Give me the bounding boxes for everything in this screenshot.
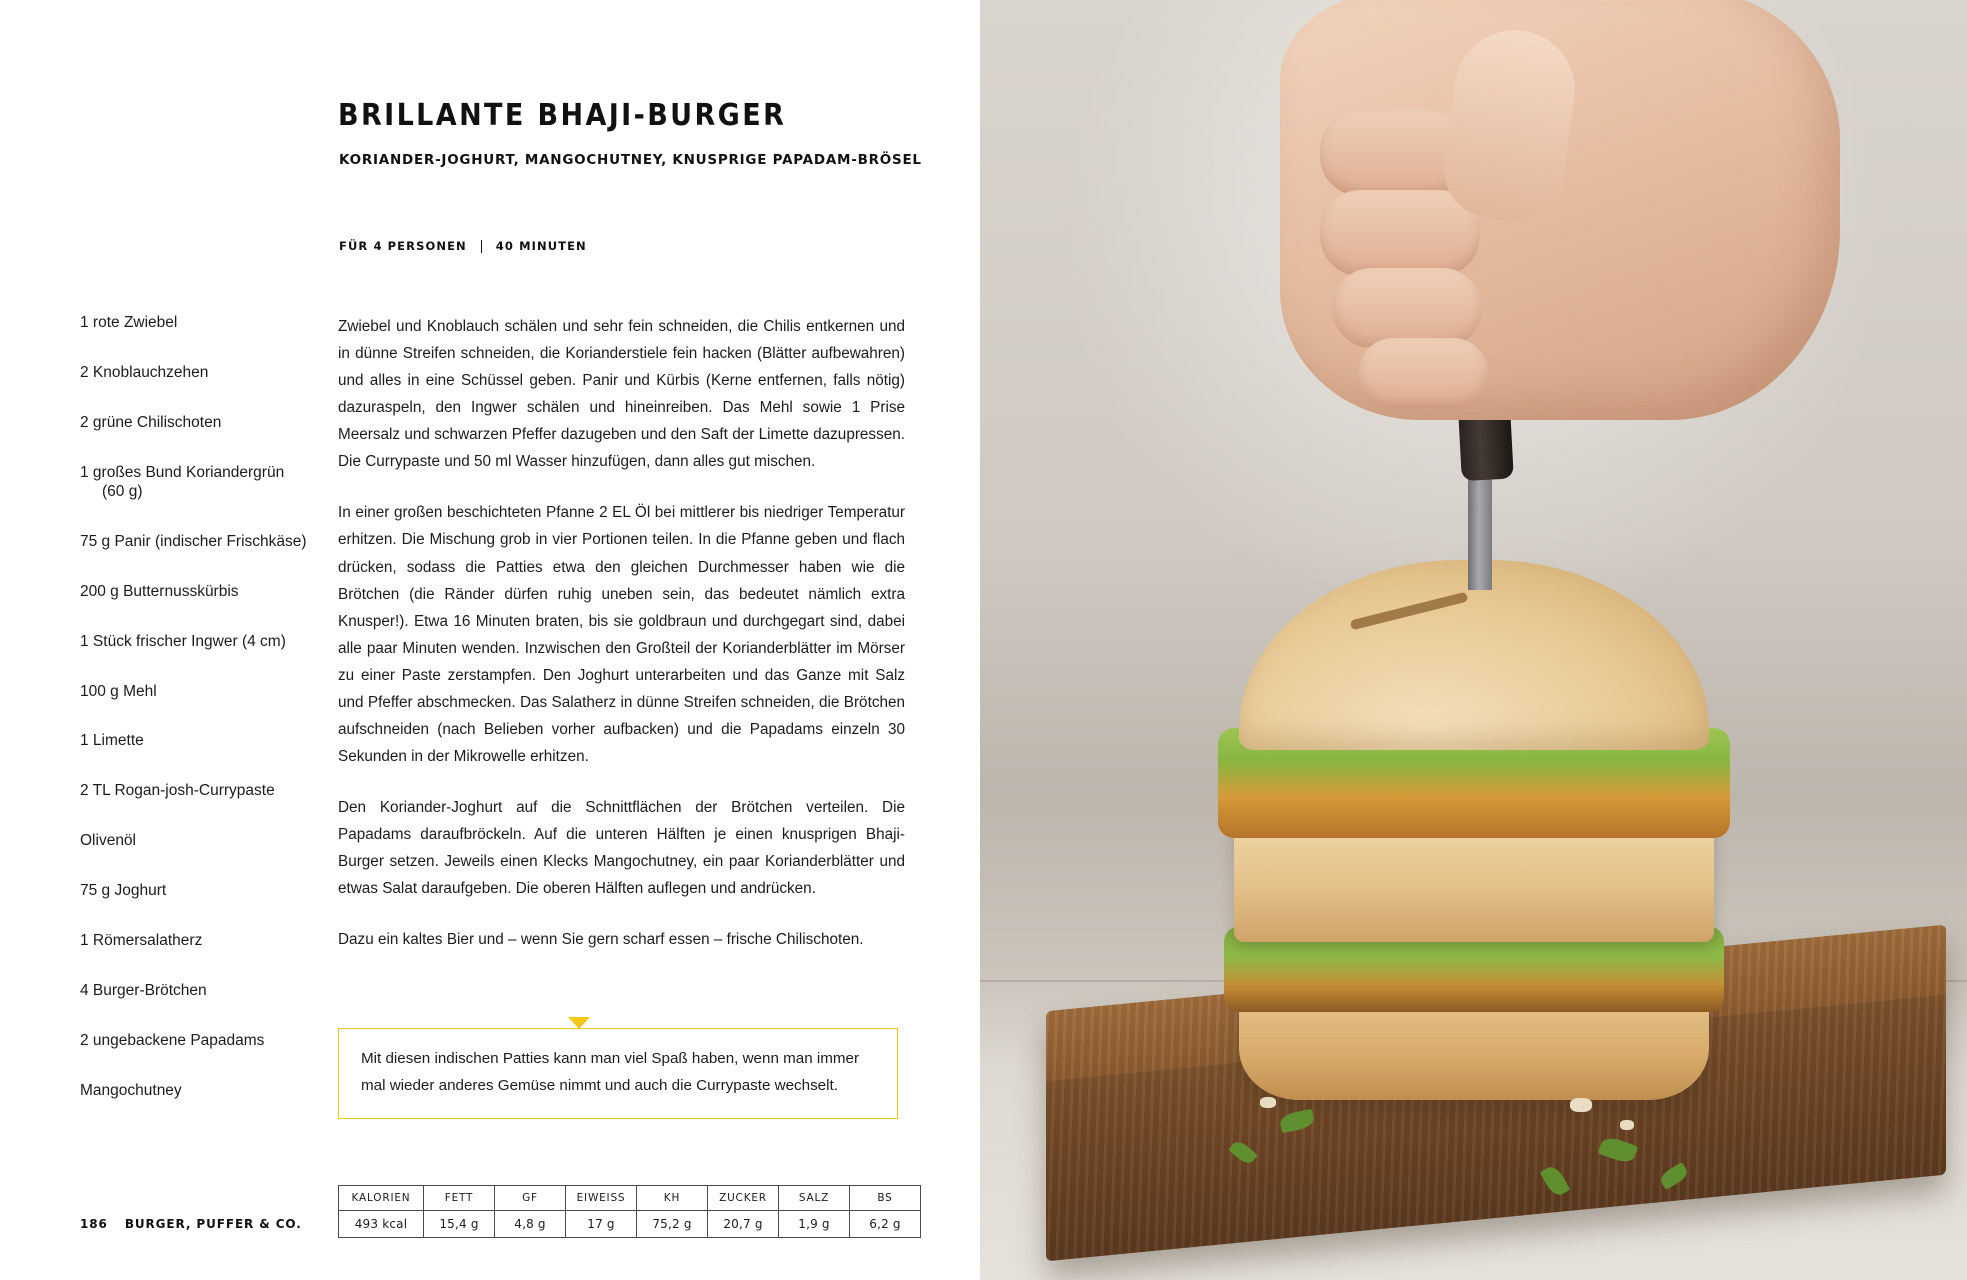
bhaji-burger-photo [980,0,1967,1280]
list-item [80,313,318,332]
ingredient-text: 1 Limette [80,732,144,750]
ingredient-text: 2 TL Rogan-josh-Currypaste [80,782,275,800]
list-item [80,682,318,701]
ingredient-text-cont: (60 g) [102,483,143,500]
table-cell: 6,2 g [850,1211,921,1238]
chapter-name: BURGER, PUFFER & CO. [124,1217,302,1231]
ingredient-text: 4 Burger-Brötchen [80,981,207,999]
ingredients-list [80,313,318,1130]
tip-text: Mit diesen indischen Patties kann man viel Spaß haben, wenn man immer mal wieder anderes Gemüse nimmt und auch die Currypaste wechselt. [361,1050,860,1094]
recipe-meta [339,239,587,253]
ingredient-text: Olivenöl [80,832,136,850]
page-title: BRILLANTE BHAJI-BURGER [338,98,787,133]
bun-score-mark [1349,592,1468,631]
ingredient-text: 2 grüne Chilischoten [80,413,222,431]
page-footer [80,1217,302,1231]
page-number: 186 [80,1217,108,1231]
column-header: ZUCKER [708,1186,779,1211]
list-item [80,781,318,800]
recipe-photo-page [980,0,1967,1280]
list-item [80,831,318,850]
column-header: FETT [424,1186,495,1211]
method-paragraph: Den Koriander-Joghurt auf die Schnittflächen der Brötchen verteilen. Die Papadams daraufbröckeln. Auf die unteren Hälften je einen knusprigen Bhaji-Burger setzen. Jeweils einen Klecks Mangochutney, ein paar Korianderblätter und etwas Salat daraufgeben. Die oberen Hälften auflegen und andrücken. [338,799,905,898]
list-item [80,413,318,432]
ingredient-text: 2 ungebackene Papadams [80,1031,265,1049]
hand [1280,0,1840,420]
list-item [80,1081,318,1100]
method-paragraph: Dazu ein kaltes Bier und – wenn Sie gern scharf essen – frische Chilischoten. [338,931,864,949]
table-row [339,1211,921,1238]
tip-callout [338,1028,898,1119]
list-item [80,1031,318,1050]
finger [1332,268,1482,348]
ingredient-text: 75 g Panir (indischer Frischkäse) [80,532,307,550]
ingredient-text: 75 g Joghurt [80,882,167,899]
ingredient-text: 2 Knoblauchzehen [80,363,209,381]
table-row-header [339,1186,921,1211]
meta-divider [481,240,482,253]
middle-bun [1234,820,1714,942]
ingredient-text: 1 Stück frischer Ingwer (4 cm) [80,632,286,650]
table-cell: 493 kcal [339,1211,424,1238]
list-item [80,363,318,382]
list-item [80,931,318,950]
ingredient-text: 100 g Mehl [80,682,157,700]
list-item [80,981,318,1000]
ingredient-text: 1 Römersalatherz [80,931,203,949]
list-item [80,463,318,502]
time-label: 40 MINUTEN [495,239,587,253]
list-item [80,582,318,601]
table-cell: 1,9 g [779,1211,850,1238]
ingredient-text: 200 g Butternusskürbis [80,582,239,600]
recipe-subtitle: KORIANDER-JOGHURT, MANGOCHUTNEY, KNUSPRIGE PAPADAM-BRÖSEL [339,152,922,168]
list-item [80,532,318,551]
ingredient-text: 1 großes Bund Koriandergrün [80,463,285,481]
column-header: EIWEISS [566,1186,637,1211]
method-paragraph: Zwiebel und Knoblauch schälen und sehr fein schneiden, die Chilis entkernen und in dünne Streifen schneiden, die Korianderstiele fein hacken (Blätter aufbewahren) und alles in eine Schüssel geben. Panir und Kürbis (Kerne entfernen, falls nötig) dazuraspeln, den Ingwer schälen und hineinreiben. Das Mehl sowie 1 Prise Meersalz und schwarzen Pfeffer dazugeben und den Saft der Limette dazupressen. Die Currypaste und 50 ml Wasser hinzufügen, dann alles gut mischen. [338,318,905,471]
table-cell: 20,7 g [708,1211,779,1238]
crumb [1620,1120,1634,1130]
crumb [1570,1098,1592,1112]
list-item [80,731,318,750]
column-header: SALZ [779,1186,850,1211]
table-cell: 4,8 g [495,1211,566,1238]
column-header: KALORIEN [339,1186,424,1211]
tip-arrow-icon [568,1017,590,1029]
list-item [80,632,318,651]
column-header: GF [495,1186,566,1211]
list-item [80,881,318,900]
ingredient-text: Mangochutney [80,1081,182,1099]
table-cell: 17 g [566,1211,637,1238]
servings-label: FÜR 4 PERSONEN [339,239,467,253]
recipe-text-page [0,0,980,1280]
column-header: KH [637,1186,708,1211]
nutrition-table [338,1185,921,1238]
thumb [1437,23,1582,228]
tip-box [338,1028,898,1119]
crumb [1260,1097,1276,1108]
method-paragraph: In einer großen beschichteten Pfanne 2 EL Öl bei mittlerer bis niedriger Temperatur erhitzen. Die Mischung grob in vier Portionen teilen. In die Pfanne geben und flach drücken, sodass die Patties etwa den gleichen Durchmesser haben wie die Brötchen (die Ränder dürfen ruhig uneben sein, das bedeutet nämlich extra Knusper!). Etwa 16 Minuten braten, bis sie goldbraun und durchgegart sind, dabei alle paar Minuten wenden. Inzwischen den Großteil der Korianderblätter im Mörser zu einer Paste zerstampfen. Den Joghurt unterarbeiten und das Ganze mit Salz und Pfeffer abschmecken. Das Salatherz in dünne Streifen schneiden, die Brötchen aufschneiden (nach Belieben vorher aufbacken) und die Papadams einzeln 30 Sekunden in der Mikrowelle erhitzen. [338,504,905,765]
table-cell: 15,4 g [424,1211,495,1238]
ingredient-text: 1 rote Zwiebel [80,314,178,331]
finger [1320,190,1480,276]
method-steps [338,313,905,977]
column-header: BS [850,1186,921,1211]
finger [1358,338,1488,408]
table-cell: 75,2 g [637,1211,708,1238]
